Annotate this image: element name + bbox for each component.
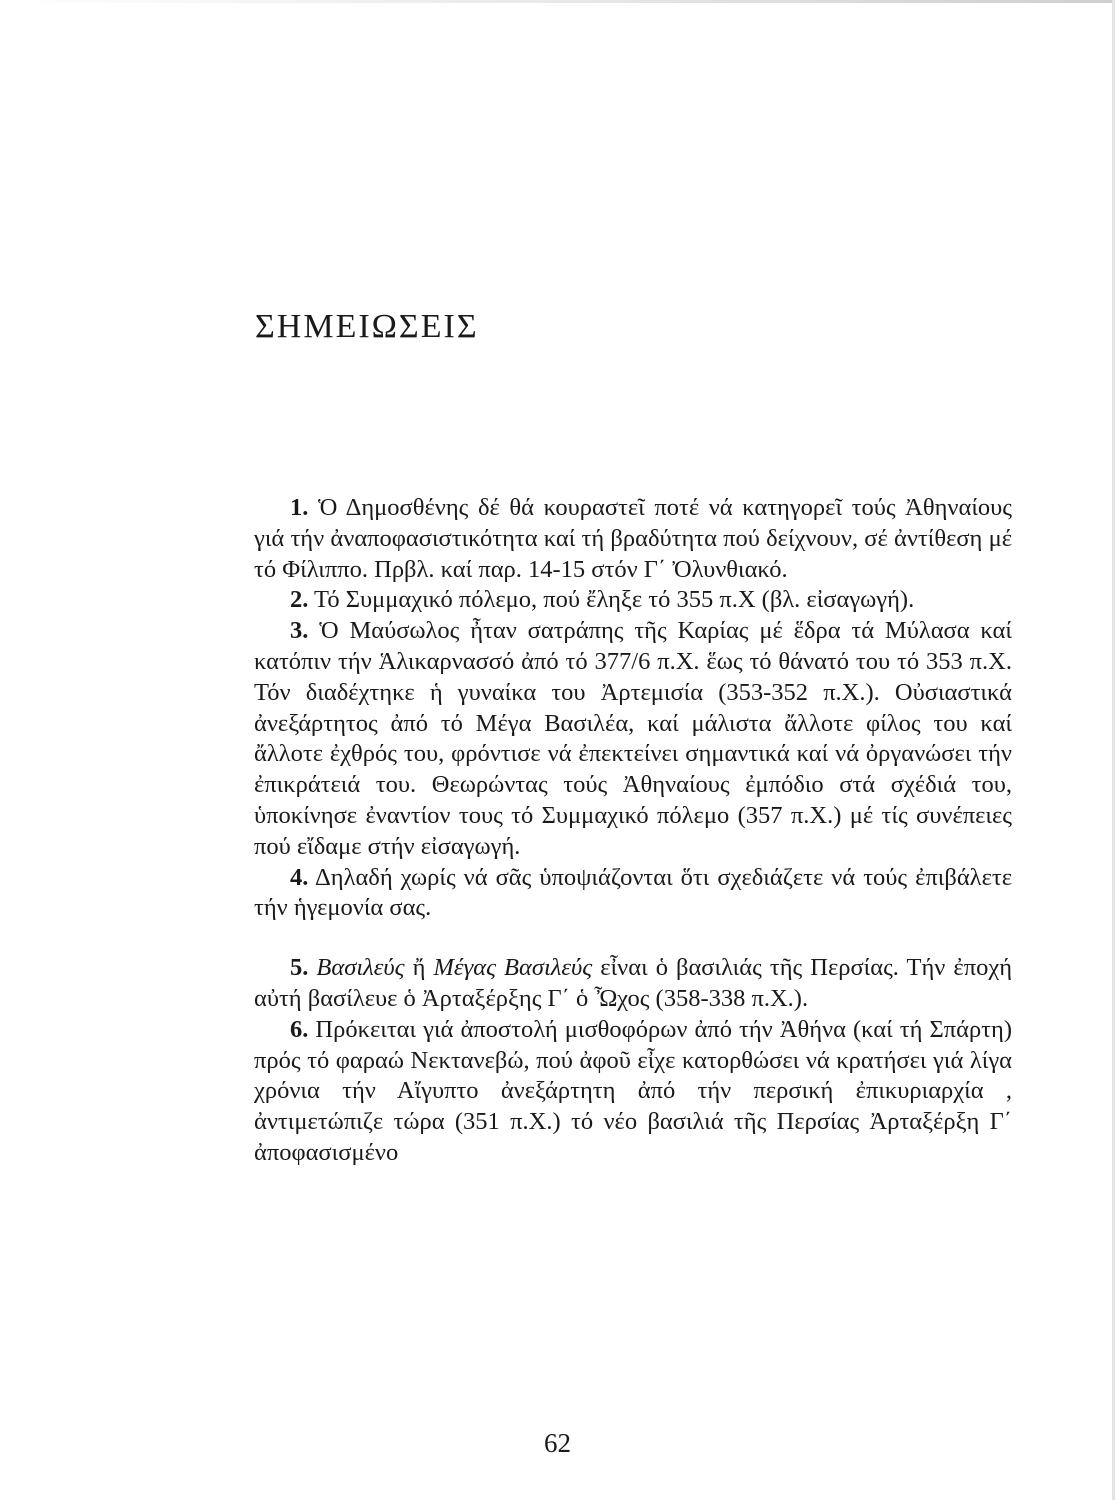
note-text: Πρόκειται γιά ἀποστολή μισθοφόρων ἀπό τήν Ἀθήνα (καί τή Σπάρτη) πρός τό φαραώ Νεκτανεβώ, πού ἀφοῦ εἶχε κατορθώσει νά κρατήσει γιά λίγα χρόνια τήν Αἴγυπτο ἀνεξάρτητη ἀπό τήν περσική ἐπικυριαρχία , ἀντιμετώπιζε τώρα (351 π.Χ.) τό νέο βασιλιά τῆς Περσίας Ἀρταξέρξη Γ΄ ἀποφασισμένο — [254, 1015, 1012, 1166]
note-number: 4. — [290, 863, 309, 891]
note-text: ἤ — [404, 954, 434, 982]
notes-body — [254, 493, 1012, 1169]
note-3 — [254, 616, 1012, 862]
note-italic-term: Μέγας Βασιλεύς — [433, 954, 593, 982]
note-text: Τό Συμμαχικό πόλεμο, πού ἔληξε τό 355 π.Χ (βλ. εἰσαγωγή). — [308, 586, 915, 614]
page-number: 62 — [544, 1428, 571, 1458]
note-italic-term: Βασιλεύς — [316, 954, 405, 982]
page-top-edge — [0, 0, 1115, 3]
note-text: Ὁ Δημοσθένης δέ θά κουραστεῖ ποτέ νά κατηγορεῖ τούς Ἀθηναίους γιά τήν ἀναποφασιστικότητα καί τή βραδύτητα πού δείχνουν, σέ ἀντίθεση μέ τό Φίλιππο. Πρβλ. καί παρ. 14-15 στόν Γ΄ Ὀλυνθιακό. — [254, 494, 1012, 583]
note-4 — [254, 863, 1012, 925]
note-text: εἶναι ὁ βασιλιάς τῆς Περσίας. Τήν ἐποχή αὐτή βασίλευε ὁ Ἀρταξέρξης Γ΄ ὁ Ὦχος (358-338 π.Χ.). — [254, 954, 1013, 1012]
note-number: 1. — [290, 494, 309, 521]
section-title: ΣΗΜΕΙΩΣΕΙΣ — [255, 308, 479, 345]
note-number: 3. — [290, 617, 309, 645]
note-text: Δηλαδή χωρίς νά σᾶς ὑποψιάζονται ὅτι σχεδιάζετε νά τούς ἐπιβάλετε τήν ἡγεμονία σας. — [254, 863, 1012, 922]
note-number: 2. — [290, 586, 309, 614]
note-number: 6. — [290, 1015, 309, 1043]
note-text: Ὁ Μαύσωλος ἦταν σατράπης τῆς Καρίας μέ ἕδρα τά Μύλασα καί κατόπιν τήν Ἁλικαρνασσό ἀπό τό 377/6 π.Χ. ἕως τό θάνατό του τό 353 π.Χ. Τόν διαδέχτηκε ἡ γυναίκα του Ἀρτεμισία (353-352 π.Χ.). Οὐσιαστικά ἀνεξάρτητος ἀπό τό Μέγα Βασιλέα, καί μάλιστα ἄλλοτε φίλος του καί ἄλλοτε ἐχθρός του, φρόντισε νά ἐπεκτείνει σημαντικά καί νά ὀργανώσει τήν ἐπικράτειά του. Θεωρώντας τούς Ἀθηναίους ἐμπόδιο στά σχέδιά του, ὑποκίνησε ἐναντίον τους τό Συμμαχικό πόλεμο (357 π.Χ.) μέ τίς συνέπειες πού εἴδαμε στήν εἰσαγωγή. — [254, 617, 1012, 860]
note-2 — [254, 585, 1012, 616]
note-6 — [254, 1015, 1012, 1169]
note-1 — [254, 493, 1012, 585]
note-number: 5. — [290, 954, 309, 982]
note-5 — [254, 953, 1012, 1015]
